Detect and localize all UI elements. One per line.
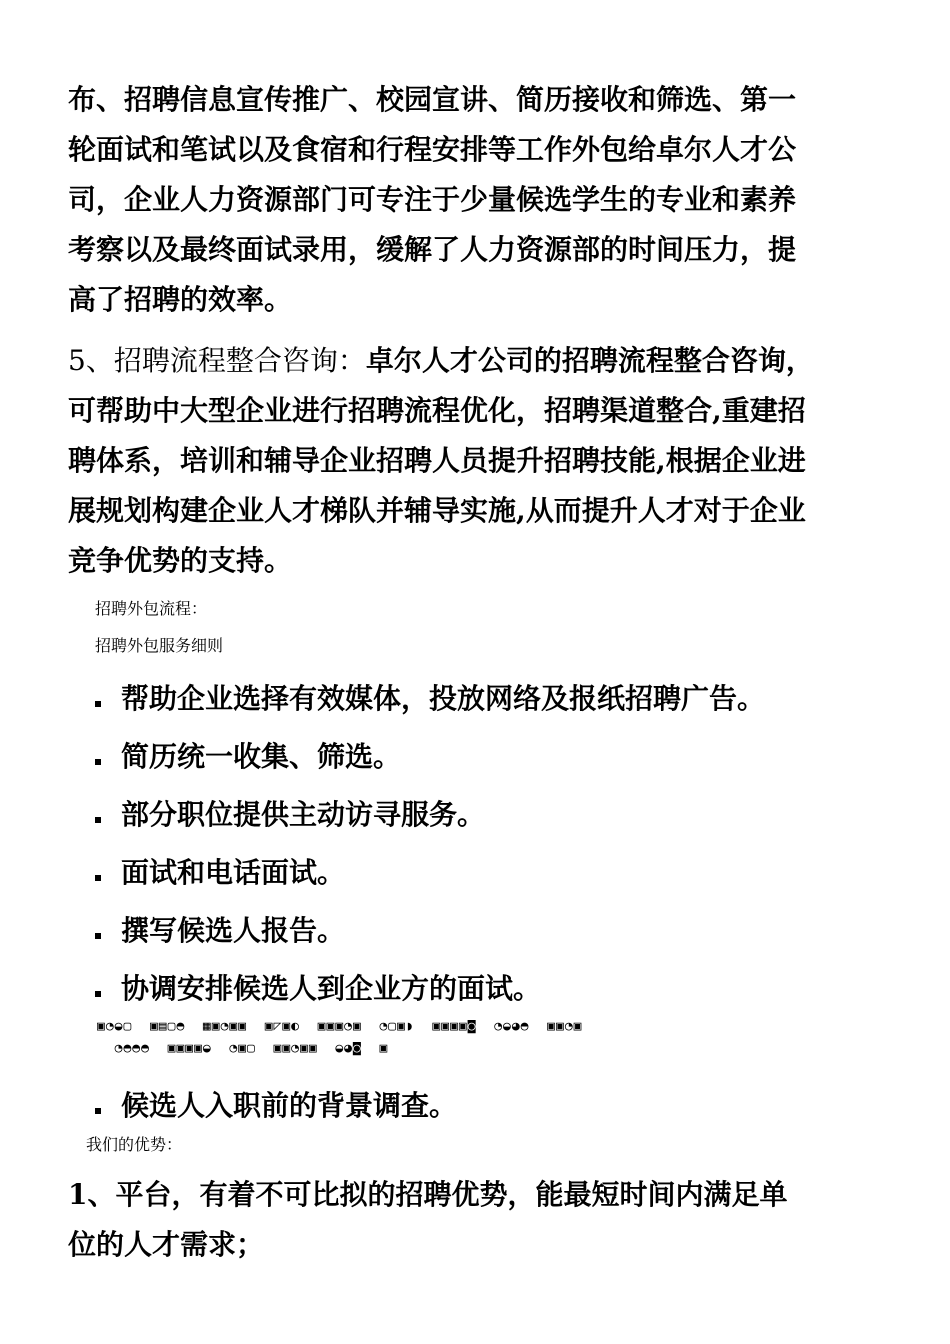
text-line: 展规划构建企业人才梯队并辅导实施,从而提升人才对于企业: [68, 494, 806, 527]
list-item: [95, 728, 895, 786]
bullet-icon: [95, 1108, 101, 1114]
text-line: 聘体系，培训和辅导企业招聘人员提升招聘技能,根据企业进: [68, 444, 806, 477]
garbled-text-block: [97, 1016, 857, 1060]
list-item-text: 帮助企业选择有效媒体，投放网络及报纸招聘广告。: [121, 682, 766, 715]
text-line: 竞争优势的支持。: [68, 544, 293, 577]
text-line: 考察以及最终面试录用，缓解了人力资源部的时间压力，提: [68, 233, 797, 266]
bullet-icon: [95, 701, 101, 707]
bullet-icon: [95, 759, 101, 765]
section-lead: 5、招聘流程整合咨询：: [68, 344, 366, 377]
outsourcing-process-label: 招聘外包流程：: [95, 599, 208, 618]
garbled-line: ▣◔◒▢ ▣▤▢◓ ▦▣◔▣▣ ▣◸▣◐ ▣▣▣◔▣ ◔▢▣◗ ▣▣▣▣◙ ◔◒◕◓ ▣▣◔▣: [97, 1019, 583, 1034]
list-item-text: 撰写候选人报告。: [121, 914, 346, 947]
paragraph-advantage-1: [68, 1170, 888, 1270]
service-details-label: 招聘外包服务细则: [95, 636, 224, 655]
advantages-label: 我们的优势：: [86, 1135, 183, 1154]
list-item-text: 面试和电话面试。: [121, 856, 346, 889]
text-line-rest: 卓尔人才公司的招聘流程整合咨询，: [365, 344, 814, 377]
text-line: 可帮助中大型企业进行招聘流程优化，招聘渠道整合,重建招: [68, 394, 806, 427]
text-line: 1、平台，有着不可比拟的招聘优势，能最短时间内满足单: [68, 1178, 788, 1211]
list-item: [95, 960, 895, 1018]
list-item: [95, 670, 895, 728]
text-line: [68, 336, 888, 386]
text-line: 高了招聘的效率。: [68, 283, 293, 316]
paragraph-outsourcing-benefits: [68, 75, 888, 325]
text-line: 位的人才需求；: [68, 1228, 265, 1261]
list-item-text: 部分职位提供主动访寻服务。: [121, 798, 486, 831]
list-item-text: 候选人入职前的背景调查。: [121, 1089, 458, 1122]
text-line: 轮面试和笔试以及食宿和行程安排等工作外包给卓尔人才公: [68, 133, 797, 166]
bullet-icon: [95, 817, 101, 823]
list-item: [95, 786, 895, 844]
bullet-icon: [95, 933, 101, 939]
garbled-line: ◔◓◓◓ ▣▣▣▣◒ ◔▣▢ ▣▣◔▣▣ ◒◕◙ ▣: [97, 1041, 389, 1056]
bullet-icon: [95, 991, 101, 997]
list-item: [95, 844, 895, 902]
bullet-icon: [95, 875, 101, 881]
list-item-text: 协调安排候选人到企业方的面试。: [121, 972, 542, 1005]
list-item-text: 简历统一收集、筛选。: [121, 740, 402, 773]
service-list-continued: [95, 1077, 895, 1135]
list-item: [95, 1077, 895, 1135]
paragraph-process-consulting: [68, 336, 888, 586]
text-line: 布、招聘信息宣传推广、校园宣讲、简历接收和筛选、第一: [68, 83, 797, 116]
list-item: [95, 902, 895, 960]
service-list: [95, 670, 895, 1018]
text-line: 司，企业人力资源部门可专注于少量候选学生的专业和素养: [68, 183, 797, 216]
